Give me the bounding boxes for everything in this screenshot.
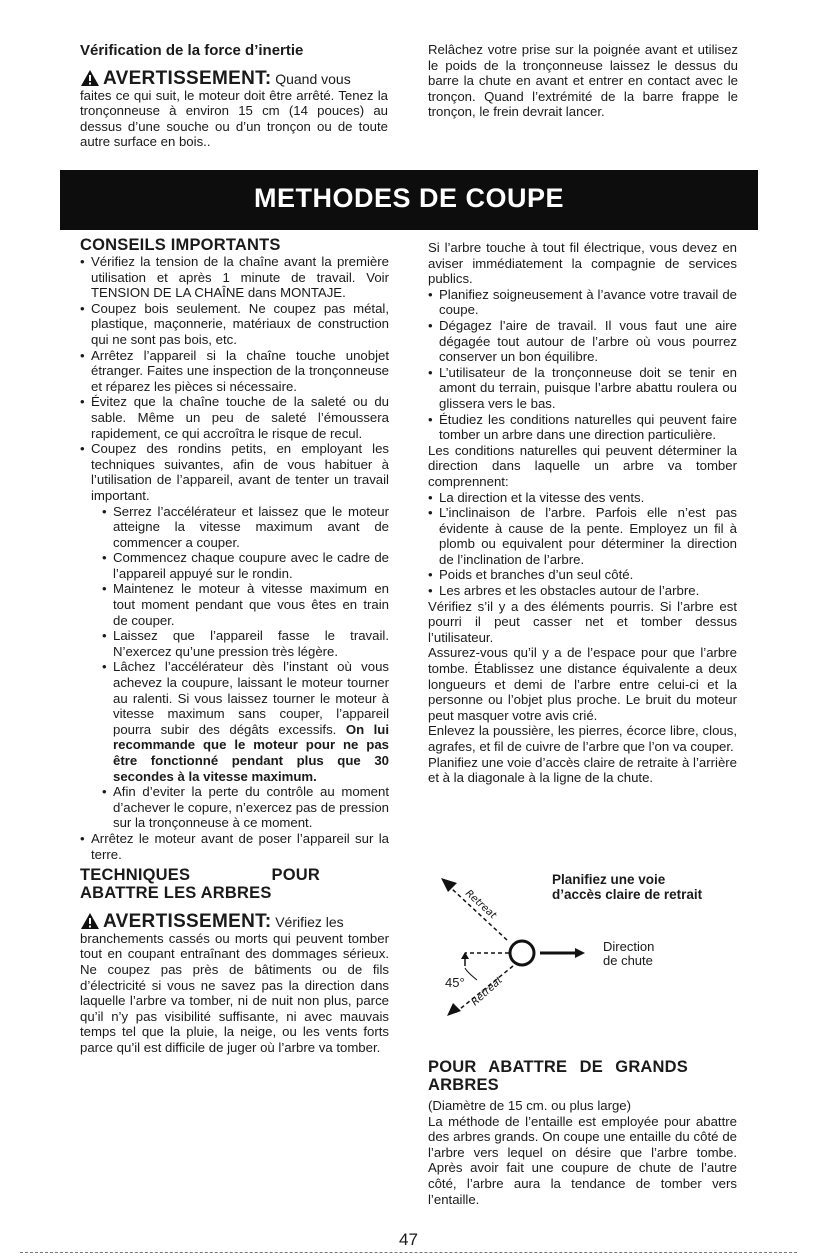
inertia-paragraph: Relâchez votre prise sur la poignée avant et utilisez le poids de la tronçonneuse laissez le dessus du barre la chute en avant et entrer en contact avec le tronçon. Quand l’extrémité de la barre frappe le tronçon, le frein devrait lancer. [428, 42, 738, 120]
direction-label [603, 940, 654, 968]
sub-list-item: • Afin d’eviter la perte du contrôle au moment d’achever le copure, n’exercez pas de pression sur la tronçonneuse à ce moment. [102, 784, 389, 831]
warning-word: AVERTISSEMENT: [103, 68, 272, 89]
grands-size: (Diamètre de 15 cm. ou plus large) [428, 1098, 632, 1113]
conditions-paragraph: Les conditions naturelles qui peuvent déterminer la direction dans laquelle un arbre va tomber comprennent: [428, 442, 737, 489]
list-item: • Les arbres et les obstacles autour de l’arbre. [428, 583, 737, 599]
svg-text:Retreat: Retreat [462, 888, 499, 922]
warning-word: AVERTISSEMENT: [103, 911, 272, 933]
list-item: • Dégagez l’aire de travail. Il vous faut une aire dégagée tout autour de l’arbre où vous pourrez conserver un bon équilibre. [428, 318, 737, 365]
list-item: • Étudiez les conditions naturelles qui peuvent faire tomber un arbre dans une direction particulière. [428, 412, 737, 443]
sub-list-item: • Commencez chaque coupure avec le cadre de l’appareil appuyé sur le rondin. [102, 550, 389, 581]
list-item: • Poids et branches d’un seul côté. [428, 567, 737, 583]
warning-1 [80, 69, 388, 88]
warning-2 [80, 912, 389, 931]
diagram-title [552, 872, 702, 902]
sub-list-item: • Serrez l’accélérateur et laissez que le moteur atteigne la vitesse maximum avant de commencer a couper. [102, 504, 389, 551]
sub-list-item [102, 659, 389, 784]
list-item: • Arrêtez le moteur avant de poser l’appareil sur la terre. [80, 831, 389, 862]
list-item-text: Coupez des rondins petits, en employant les techniques suivantes, afin de vous habituer à l’utilisation de l’appareil, avant de tenter un travail important. [91, 441, 389, 503]
planifiez-paragraph: Planifiez une voie d’accès claire de retraite à l’arrière et à la diagonale à la ligne de la chute. [428, 754, 737, 786]
warning-body: branchements cassés ou morts qui peuvent tomber tout en coupant entraînant des dommages sérieux. Ne coupez pas près de bâtiments ou de fils d’électricité si vous ne savez pas la direction dans laquelle l’arbre va tomber, ni de nuit non plus, parce qu’il n’y pas visibilité suffisante, ni avec mauvais temps tel que la pluie, la neige, ou les vents forts parce qu’il est difficile de juger où l’arbre va tomber. [80, 930, 389, 1055]
warning-body: faites ce qui suit, le moteur doit être arrêté. Tenez la tronçonneuse à environ 15 cm (14 pouces) au dessus d’une souche ou d’un tronçon ou de toute autre surface en bois.. [80, 87, 388, 150]
warning-lead: Vérifiez les [275, 914, 344, 931]
heading-inertia-check: Vérification de la force d’inertie [80, 42, 304, 59]
conditions-list [428, 490, 737, 599]
warning-lead: Quand vous [275, 71, 351, 87]
sub-list-item: • Maintenez le moteur à vitesse maximum en tout moment pendant que vous êtes en train de couper. [102, 581, 389, 628]
angle-label: 45° [445, 975, 465, 990]
verifiez-paragraph: Vérifiez s’il y a des éléments pourris. Si l’arbre est pourri il peut casser net et tomber dessus l’utilisateur. [428, 598, 737, 645]
lachez-bold: On lui recommande que le moteur pour ne pas être fonctionné pendant plus que 30 secondes à la vitesse maximum. [113, 721, 389, 784]
list-item [80, 441, 389, 831]
page-number: 47 [399, 1230, 418, 1249]
list-item: • La direction et la vitesse des vents. [428, 490, 737, 506]
direction-line1: Direction [603, 939, 655, 954]
list-item: • Vérifiez la tension de la chaîne avant la première utilisation et après 1 minute de travail. Voir TENSION DE LA CHAÎNE dans MONTAJE. [80, 254, 389, 301]
heading-grands-arbres: POUR ABATTRE DE GRANDS ARBRES [428, 1058, 688, 1094]
grands-paragraph: La méthode de l’entaille est employée pour abattre des arbres grands. On coupe une entaille du côté de l’arbre vers lequel on désire que l’arbre tombe. Après avoir fait une coupure de chute de l’autre côté, l’arbre aura la tendance de tomber vers l’entaille. [428, 1113, 737, 1207]
list-item: • L’utilisateur de la tronçonneuse doit se tenir en amont du terrain, puisque l’arbre abattu roulera ou glissera vers le bas. [428, 365, 737, 412]
bottom-divider [20, 1252, 797, 1253]
retreat-diagram [415, 868, 745, 1018]
top-left-section [80, 42, 388, 150]
assurez-paragraph: Assurez-vous qu’il y a de l’espace pour que l’arbre tombe. Établissez une distance équivalente a deux longueurs et demi de l’arbre entre celui-ci et la personne ou l’objet plus proche. Le bruit du moteur peut masquer votre avis crié. [428, 645, 737, 723]
plan-list [428, 287, 737, 443]
sub-list-item: • Laissez que l’appareil fasse le travail. N’exercez qu’une pression très légère. [102, 628, 389, 659]
right-column-bottom [428, 1058, 737, 1207]
svg-text:Retreat: Retreat [469, 975, 505, 1009]
lachez-text: Lâchez l’accélérateur dès l’instant où vous achevez la coupure, laissant le moteur tourner au ralenti. Si vous laissez tourner le moteur à vitesse maximum sans couper, l’appareil pourra subir des dégâts excessifs. [113, 659, 389, 737]
top-right-section [428, 42, 738, 120]
list-item: • L’inclinaison de l’arbre. Parfois elle n’est pas évidente à cause de la pente. Employez un fil à plomb ou equivalent pour déterminer la direction de l’inclination de l’arbre. [428, 505, 737, 567]
warning-icon [80, 912, 100, 930]
sub-list [91, 504, 389, 831]
conseils-list [80, 254, 389, 862]
list-item: • Coupez bois seulement. Ne coupez pas métal, plastique, maçonnerie, matériaux de construction qui ne sont pas bois, etc. [80, 301, 389, 348]
diagram-title-line1: Planifiez une voie [552, 872, 666, 887]
diagram-title-line2: d’accès claire de retrait [552, 887, 703, 902]
list-item: • Évitez que la chaîne touche de la saleté ou du sable. Même un peu de saleté l’émoussera rapidement, ce qui accroîtra le risque de recul. [80, 394, 389, 441]
list-item: • Arrêtez l’appareil si la chaîne touche unobjet étranger. Faites une inspection de la tronçonneuse et réparez les pièces si nécessaire. [80, 348, 389, 395]
left-column [80, 236, 389, 1056]
intro-paragraph: Si l’arbre touche à tout fil électrique, vous devez en aviser immédiatement la compagnie de services publics. [428, 240, 737, 287]
warning-icon [80, 69, 100, 87]
heading-techniques: TECHNIQUES POUR ABATTRE LES ARBRES [80, 866, 320, 903]
right-column [428, 240, 737, 786]
heading-conseils: CONSEILS IMPORTANTS [80, 236, 281, 254]
enlevez-paragraph: Enlevez la poussière, les pierres, écorce libre, clous, agrafes, et fil de cuivre de l’arbre que l’on va couper. [428, 723, 737, 754]
direction-line2: de chute [603, 953, 653, 968]
section-banner: METHODES DE COUPE [60, 170, 758, 230]
list-item: • Planifiez soigneusement à l’avance votre travail de coupe. [428, 287, 737, 318]
